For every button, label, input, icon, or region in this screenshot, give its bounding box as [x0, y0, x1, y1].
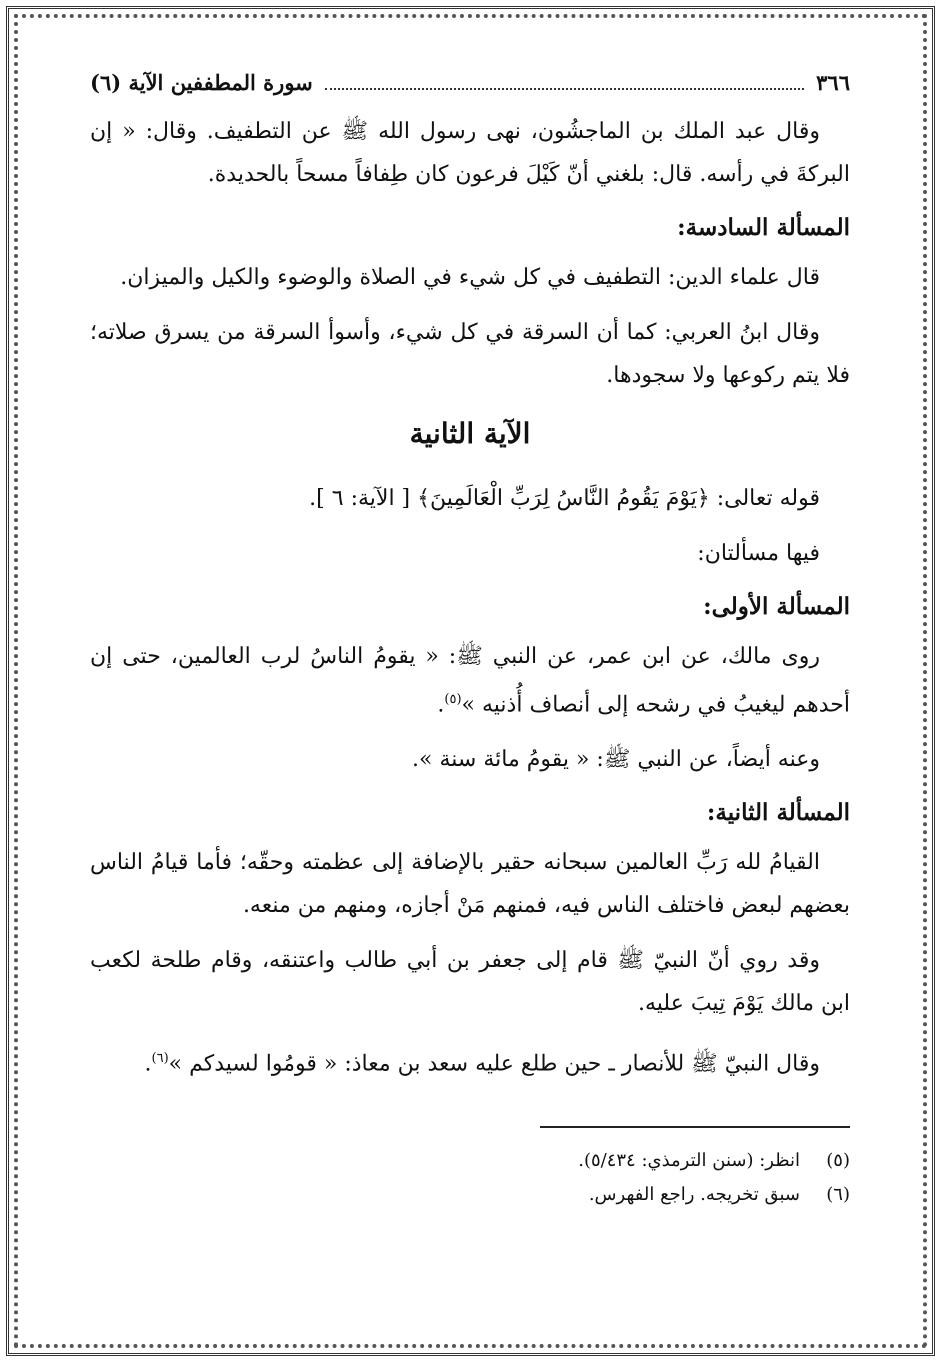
paragraph-2: قال علماء الدين: التطفيف في كل شيء في الصلاة والوضوء والكيل والميزان. [120, 265, 820, 290]
running-header [90, 70, 850, 110]
paragraph-4: قوله تعالى: ﴿يَوْمَ يَقُومُ النَّاسُ لِرَبِّ الْعَالَمِينَ﴾ [ الآية: ٦ ]. [309, 486, 820, 511]
heading-sixth-issue: المسألة السادسة: [677, 214, 850, 241]
footnote-5 [90, 1144, 850, 1178]
paragraph-10-text: وقال النبيّ ﷺ للأنصار ـ حين طلع عليه سعد بن معاذ: « قومُوا لسيدكم » [168, 1051, 820, 1077]
footnote-text: سبق تخريجه. راجع الفهرس. [588, 1183, 800, 1205]
heading-second-issue: المسألة الثانية: [706, 799, 850, 827]
paragraph-10-end: . [144, 1051, 152, 1077]
footnote-text: انظر: (سنن الترمذي: ٥/٤٣٤). [578, 1149, 800, 1171]
footnote-ref-6: (٦) [151, 1051, 169, 1067]
section-title: الآية الثانية [409, 417, 531, 450]
page-number: ٣٦٦ [816, 70, 850, 95]
footnote-separator [540, 1126, 850, 1128]
footnote-number: (٥) [826, 1149, 850, 1171]
footnote-number: (٦) [826, 1183, 850, 1205]
paragraph-6-end: . [437, 692, 445, 718]
paragraph-10 [90, 1037, 850, 1085]
paragraph-9: وقد روي أنّ النبيّ ﷺ قام إلى جعفر بن أبي طالب واعتنقه، وقام طلحة لكعب ابن مالك يَوْمَ تِيبَ عليه. [90, 948, 850, 1017]
header-dot-leader [325, 88, 804, 90]
paragraph-6 [90, 635, 850, 726]
page-body [90, 70, 850, 1212]
paragraph-8: القيامُ لله رَبِّ العالمين سبحانه حقير بالإضافة إلى عظمته وحقّه؛ فأما قيامُ الناس بعضهم لبعض فاختلف الناس فيه، فمنهم مَنْ أجازه، ومنهم من منعه. [90, 850, 850, 919]
paragraph-5: فيها مسألتان: [697, 541, 820, 566]
footnote-ref-5: (٥) [444, 692, 462, 707]
paragraph-3: وقال ابنُ العربي: كما أن السرقة في كل شيء، وأسوأ السرقة من يسرق صلاته؛ فلا يتم ركوعها ولا سجودها. [90, 320, 850, 388]
paragraph-1: وقال عبد الملك بن الماجشُون، نهى رسول الله ﷺ عن التطفيف. وقال: « إن البركةَ في رأسه. قال: بلغني أنّ كَيْلَ فرعون كان طِفافاً مسحاً بالحديدة. [90, 119, 850, 187]
running-title: سورة المطففين الآية (٦) [90, 70, 313, 95]
paragraph-7: وعنه أيضاً، عن النبي ﷺ: « يقومُ مائة سنة ». [412, 747, 820, 773]
footnote-6 [90, 1178, 850, 1212]
heading-first-issue: المسألة الأولى: [703, 593, 850, 620]
paragraph-6-text: روى مالك، عن ابن عمر، عن النبي ﷺ: « يقومُ الناسُ لرب العالمين، حتى إن أحدهم ليغيبُ في رشحه إلى أنصاف أُذنيه » [90, 644, 850, 718]
